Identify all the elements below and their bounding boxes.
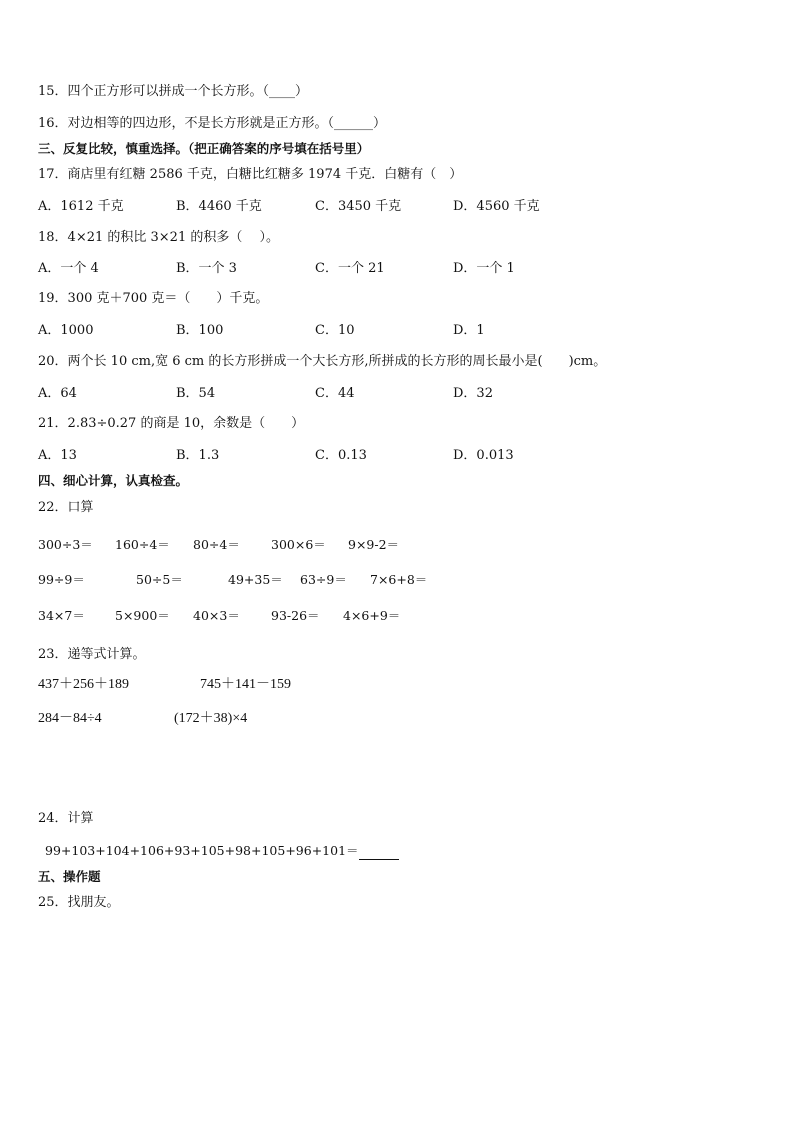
q18-option-d: D．一个 1 [453,261,515,276]
oral-calc-item: 160÷4＝ [115,537,170,552]
question-21: 21．2.83÷0.27 的商是 10，余数是（ ） [38,416,305,431]
q18-option-b: B．一个 3 [176,261,237,276]
q19-option-c: C．10 [315,323,355,338]
oral-calc-item: 93-26＝ [271,608,320,623]
step-calc-expr: 437＋256＋189 [38,677,129,692]
q18-option-c: C．一个 21 [315,261,385,276]
oral-calc-item: 300×6＝ [271,537,326,552]
oral-calc-item: 40×3＝ [193,608,240,623]
step-calc-expr: 284－84÷4 [38,711,102,726]
question-20: 20．两个长 10 cm,宽 6 cm 的长方形拼成一个大长方形,所拼成的长方形的周长最小是( )cm。 [38,354,607,369]
oral-calc-item: 5×900＝ [115,608,170,623]
step-calc-expr: 745＋141－159 [200,677,291,692]
q17-option-d: D．4560 千克 [453,199,540,214]
section-5-heading: 五、操作题 [38,869,101,884]
question-17: 17．商店里有红糖 2586 千克，白糖比红糖多 1974 千克．白糖有（ ） [38,167,463,182]
oral-calc-item: 9×9-2＝ [348,537,400,552]
q20-option-b: B．54 [176,386,216,401]
q20-option-d: D．32 [453,386,493,401]
question-24-expr [45,843,399,860]
question-25: 25．找朋友。 [38,895,120,910]
oral-calc-item: 80÷4＝ [193,537,240,552]
oral-calc-item: 7×6+8＝ [370,572,428,587]
q20-option-c: C．44 [315,386,355,401]
question-23-title: 23．递等式计算。 [38,647,146,662]
q19-option-a: A．1000 [38,323,94,338]
question-15: 15．四个正方形可以拼成一个长方形。（____） [38,84,309,99]
question-22-title: 22．口算 [38,500,94,515]
question-19: 19．300 克＋700 克＝（ ）千克。 [38,291,269,306]
section-3-heading: 三、反复比较，慎重选择。（把正确答案的序号填在括号里） [38,141,370,156]
q21-option-d: D．0.013 [453,448,514,463]
q19-option-d: D．1 [453,323,485,338]
answer-blank[interactable] [359,843,399,860]
oral-calc-item: 63÷9＝ [300,572,347,587]
question-18: 18．4×21 的积比 3×21 的积多（ ）。 [38,230,279,245]
sum-expression: 99+103+104+106+93+105+98+105+96+101＝ [45,843,359,858]
q17-option-c: C．3450 千克 [315,199,402,214]
q21-option-c: C．0.13 [315,448,367,463]
oral-calc-item: 34×7＝ [38,608,85,623]
step-calc-expr: (172＋38)×4 [174,711,248,726]
q21-option-b: B．1.3 [176,448,220,463]
q18-option-a: A．一个 4 [38,261,99,276]
oral-calc-item: 99÷9＝ [38,572,85,587]
q20-option-a: A．64 [38,386,77,401]
section-4-heading: 四、细心计算，认真检查。 [38,473,189,488]
question-24-title: 24．计算 [38,811,94,826]
q21-option-a: A．13 [38,448,77,463]
q19-option-b: B．100 [176,323,224,338]
oral-calc-item: 300÷3＝ [38,537,93,552]
q17-option-a: A．1612 千克 [38,199,124,214]
question-16: 16．对边相等的四边形，不是长方形就是正方形。（______） [38,116,387,131]
oral-calc-item: 50÷5＝ [136,572,183,587]
q17-option-b: B．4460 千克 [176,199,262,214]
oral-calc-item: 49+35＝ [228,572,283,587]
oral-calc-item: 4×6+9＝ [343,608,401,623]
